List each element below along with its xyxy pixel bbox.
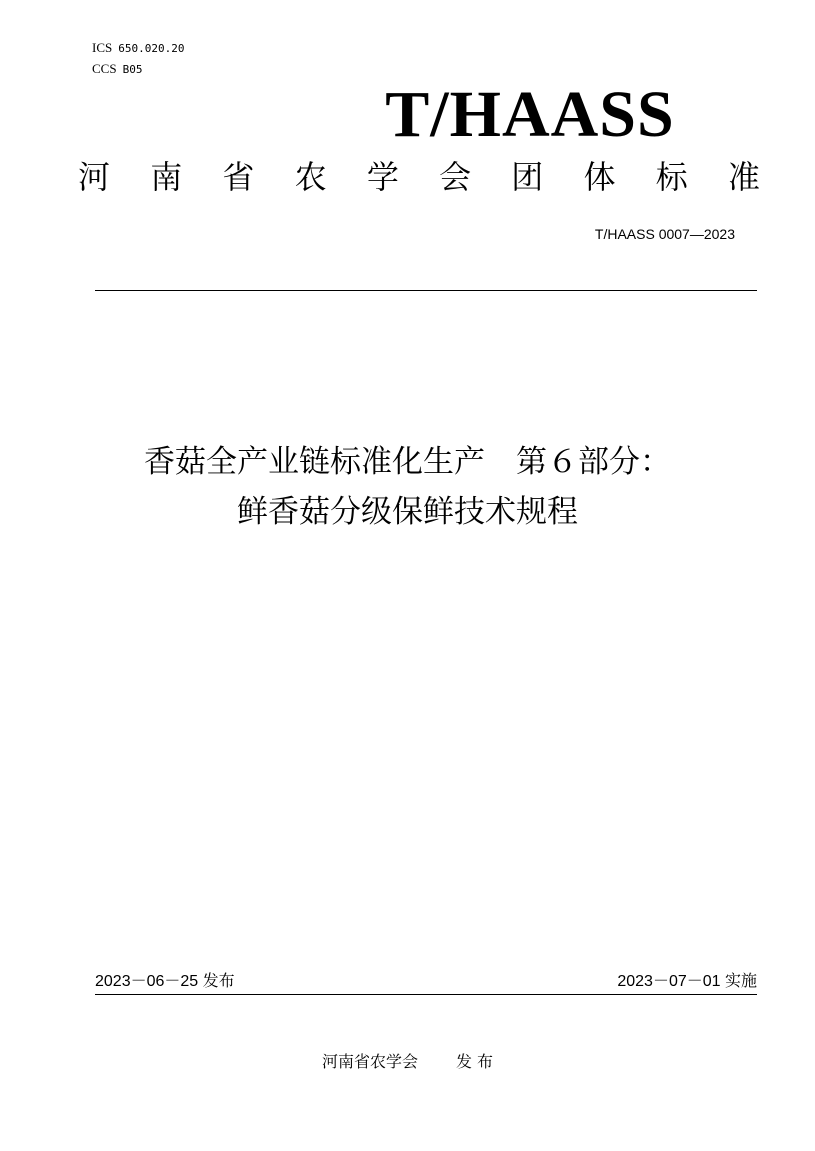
ics-label: ICS	[92, 40, 113, 55]
publisher-line	[0, 1052, 815, 1072]
standard-number: T/HAASS 0007—2023	[594, 226, 735, 242]
org-name-char: 标	[655, 158, 688, 196]
org-name-char: 会	[439, 158, 472, 196]
ccs-label: CCS	[92, 61, 117, 76]
ccs-value: B05	[122, 63, 143, 76]
implementation-date: 2023－07－01 实施	[617, 973, 757, 990]
organization-standard-name	[72, 155, 766, 199]
org-name-char: 省	[222, 158, 255, 196]
ics-code	[92, 40, 184, 57]
bottom-divider	[95, 994, 757, 995]
org-name-char: 体	[583, 158, 616, 196]
document-title-line-2: 鲜香菇分级保鲜技术规程	[237, 494, 578, 530]
ics-value: 650.020.20	[118, 42, 185, 55]
org-name-char: 学	[366, 158, 399, 196]
org-name-char: 南	[150, 158, 183, 196]
ccs-code	[92, 61, 142, 78]
organization-code: T/HAASS	[385, 78, 675, 151]
org-name-char: 团	[511, 158, 544, 196]
org-name-char: 河	[77, 158, 110, 196]
org-name-char: 农	[294, 158, 327, 196]
org-name-char: 准	[727, 158, 760, 196]
publish-label: 发 布	[455, 1052, 494, 1071]
document-title-line-1: 香菇全产业链标准化生产 第６部分：	[144, 444, 671, 480]
top-divider	[95, 290, 757, 291]
issue-date: 2023－06－25 发布	[95, 973, 235, 990]
publisher-name: 河南省农学会	[321, 1052, 418, 1071]
